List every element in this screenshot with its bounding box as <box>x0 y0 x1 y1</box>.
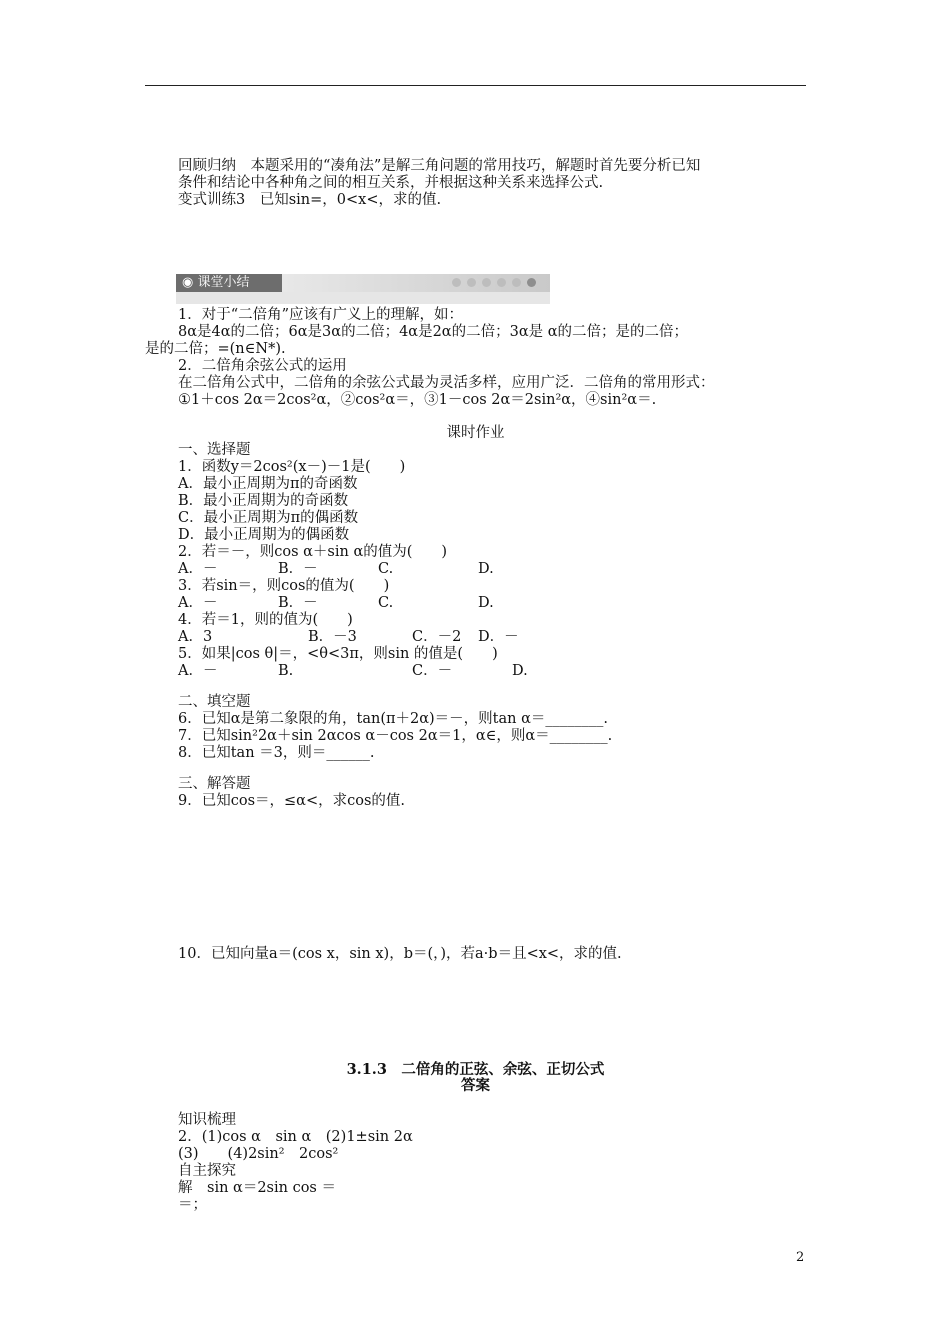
q5-option-a: A．－ <box>178 663 218 679</box>
question-5: 5．如果|cos θ|＝，<θ<3π，则sin 的值是( ) <box>178 646 498 662</box>
q5-option-c: C．－ <box>412 663 453 679</box>
q1-option-c: C．最小正周期为π的偶函数 <box>178 510 359 526</box>
summary-line-6: ①1＋cos 2α＝2cos²α，②cos²α＝，③1－cos 2α＝2sin²α，④sin²α＝. <box>178 392 657 408</box>
answers-heading: 3.1.3 二倍角的正弦、余弦、正切公式 <box>346 1061 605 1078</box>
q4-option-b: B．－3 <box>308 629 357 645</box>
q2-option-d: D. <box>478 561 494 577</box>
answer-knowledge-title: 知识梳理 <box>178 1112 236 1128</box>
section-solve: 三、解答题 <box>178 776 251 792</box>
q2-option-b: B．－ <box>278 561 318 577</box>
homework-title: 课时作业 <box>446 425 505 441</box>
page-number: 2 <box>796 1250 805 1265</box>
header-rule <box>145 85 806 86</box>
q3-option-b: B．－ <box>278 595 318 611</box>
q2-option-a: A．－ <box>178 561 218 577</box>
question-6: 6．已知α是第二象限的角，tan(π＋2α)＝－，则tan α＝________. <box>178 711 609 727</box>
question-4: 4．若＝1，则的值为( ) <box>178 612 353 628</box>
question-2: 2．若＝－，则cos α＋sin α的值为( ) <box>178 544 448 560</box>
question-10: 10．已知向量a＝(cos x，sin x)，b＝(，)，若a·b＝且<x<，求的值. <box>178 946 622 962</box>
q2-option-c: C. <box>378 561 394 577</box>
answer-solution-line-1: 解 sin α＝2sin cos ＝ <box>178 1180 336 1196</box>
question-1: 1．函数y＝2cos²(x－)－1是( ) <box>178 459 406 475</box>
lesson-summary-banner <box>176 274 550 304</box>
question-7: 7．已知sin²2α＋sin 2αcos α－cos 2α＝1，α∈，则α＝________. <box>178 728 613 744</box>
q4-option-d: D．－ <box>478 629 519 645</box>
variant-exercise-3: 变式训练3 已知sin=，0<x<，求的值. <box>178 192 442 208</box>
q5-option-b: B. <box>278 663 294 679</box>
review-line-1: 回顾归纳 本题采用的“凑角法”是解三角问题的常用技巧，解题时首先要分析已知 <box>178 158 701 174</box>
banner-dots-decoration <box>452 278 536 287</box>
q5-option-d: D. <box>512 663 528 679</box>
question-3: 3．若sin＝，则cos的值为( ) <box>178 578 390 594</box>
summary-line-5: 在二倍角公式中，二倍角的余弦公式最为灵活多样，应用广泛．二倍角的常用形式： <box>178 375 715 391</box>
q3-option-c: C. <box>378 595 394 611</box>
answers-subheading: 答案 <box>461 1077 490 1094</box>
q1-option-d: D．最小正周期为的偶函数 <box>178 527 350 543</box>
question-8: 8．已知tan ＝3，则＝______. <box>178 745 375 761</box>
q3-option-d: D. <box>478 595 494 611</box>
q4-option-c: C．－2 <box>412 629 462 645</box>
section-choice: 一、选择题 <box>178 442 251 458</box>
summary-line-4: 2．二倍角余弦公式的运用 <box>178 358 347 374</box>
summary-line-2: 8α是4α的二倍；6α是3α的二倍；4α是2α的二倍；3α是 α的二倍；是的二倍； <box>178 324 689 340</box>
answer-self-explore: 自主探究 <box>178 1163 236 1179</box>
q1-option-a: A．最小正周期为π的奇函数 <box>178 476 358 492</box>
answer-line-2: 2．(1)cos α sin α (2)1±sin 2α <box>178 1129 413 1145</box>
banner-title: ◉ 课堂小结 <box>176 274 282 292</box>
answer-solution-line-2: ＝； <box>178 1197 207 1213</box>
summary-line-3: 是的二倍；=(n∈N*). <box>145 341 286 357</box>
section-fill-in: 二、填空题 <box>178 694 251 710</box>
summary-line-1: 1．对于“二倍角”应该有广义上的理解，如： <box>178 307 464 323</box>
q1-option-b: B．最小正周期为的奇函数 <box>178 493 349 509</box>
answer-line-3: (3) (4)2sin² 2cos² <box>178 1146 339 1162</box>
review-line-2: 条件和结论中各种角之间的相互关系，并根据这种关系来选择公式. <box>178 175 604 191</box>
question-9: 9．已知cos＝，≤α<，求cos的值. <box>178 793 406 809</box>
q3-option-a: A．－ <box>178 595 218 611</box>
q4-option-a: A．3 <box>178 629 213 645</box>
